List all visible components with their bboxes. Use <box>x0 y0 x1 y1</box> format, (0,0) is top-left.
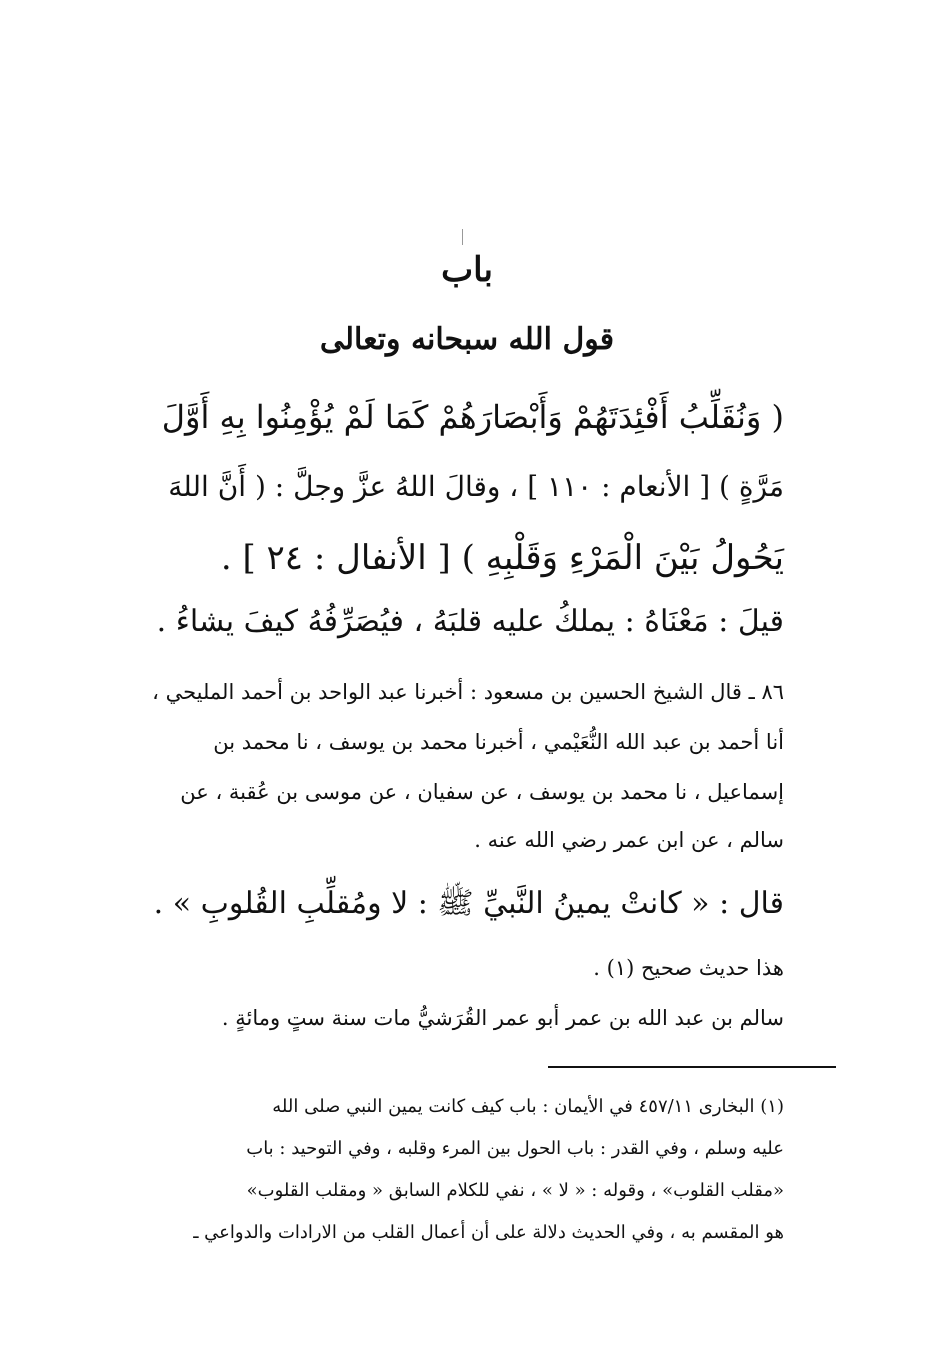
hadith-grade: هذا حديث صحيح (١) . <box>593 956 784 980</box>
isnad-line-3: إسماعيل ، نا محمد بن يوسف ، عن سفيان ، عن موسى بن عُقبة ، عن <box>180 780 784 804</box>
isnad-line-4: سالم ، عن ابن عمر رضي الله عنه . <box>474 828 784 852</box>
verse-line-1: ( وَنُقَلِّبُ أَفْئِدَتَهُمْ وَأَبْصَارَهُمْ كَمَا لَمْ يُؤْمِنُوا بِهِ أَوَّلَ <box>161 398 784 436</box>
footnote-line-2: عليه وسلم ، وفي القدر : باب الحول بين المرء وقلبه ، وفي التوحيد : باب <box>246 1138 784 1159</box>
footnote-line-3: «مقلب القلوب» ، وقوله : « لا » ، نفي للكلام السابق « ومقلب القلوب» <box>246 1180 784 1201</box>
isnad-line-1: ٨٦ ـ قال الشيخ الحسين بن مسعود : أخبرنا عبد الواحد بن أحمد المليحي ، <box>152 680 784 704</box>
isnad-line-2: أنا أحمد بن عبد الله النُّعَيْمي ، أخبرنا محمد بن يوسف ، نا محمد بن <box>213 730 784 754</box>
verse-line-3: يَحُولُ بَيْنَ الْمَرْءِ وَقَلْبِهِ ) [ الأنفال : ٢٤ ] . <box>220 538 784 578</box>
chapter-heading: باب <box>441 250 493 290</box>
hadith-matn: قال : « كانتْ يمينُ النَّبيِّ ﷺ : لا ومُقلِّبِ القُلوبِ » . <box>153 886 784 921</box>
footnote-line-4: هو المقسم به ، وفي الحديث دلالة على أن أعمال القلب من الارادات والدواعي ـ <box>193 1222 784 1243</box>
verse-line-2: مَرَّةٍ ) [ الأنعام : ١١٠ ] ، وقالَ اللهُ عزَّ وجلَّ : ( أَنَّ اللهَ <box>168 470 784 503</box>
footnote-line-1: (١) البخارى ٤٥٧/١١ في الأيمان : باب كيف كانت يمين النبي صلى الله <box>272 1096 784 1117</box>
narrator-note: سالم بن عبد الله بن عمر أبو عمر القُرَشيُّ مات سنة ستٍ ومائةٍ . <box>221 1006 784 1030</box>
chapter-subheading: قول الله سبحانه وتعالى <box>319 322 615 357</box>
footnote-separator <box>548 1066 836 1068</box>
page-mark <box>462 229 463 245</box>
verse-explanation: قيلَ : مَعْنَاهُ : يملكُ عليه قلبَهُ ، فيُصَرِّفُهُ كيفَ يشاءُ . <box>156 604 784 639</box>
